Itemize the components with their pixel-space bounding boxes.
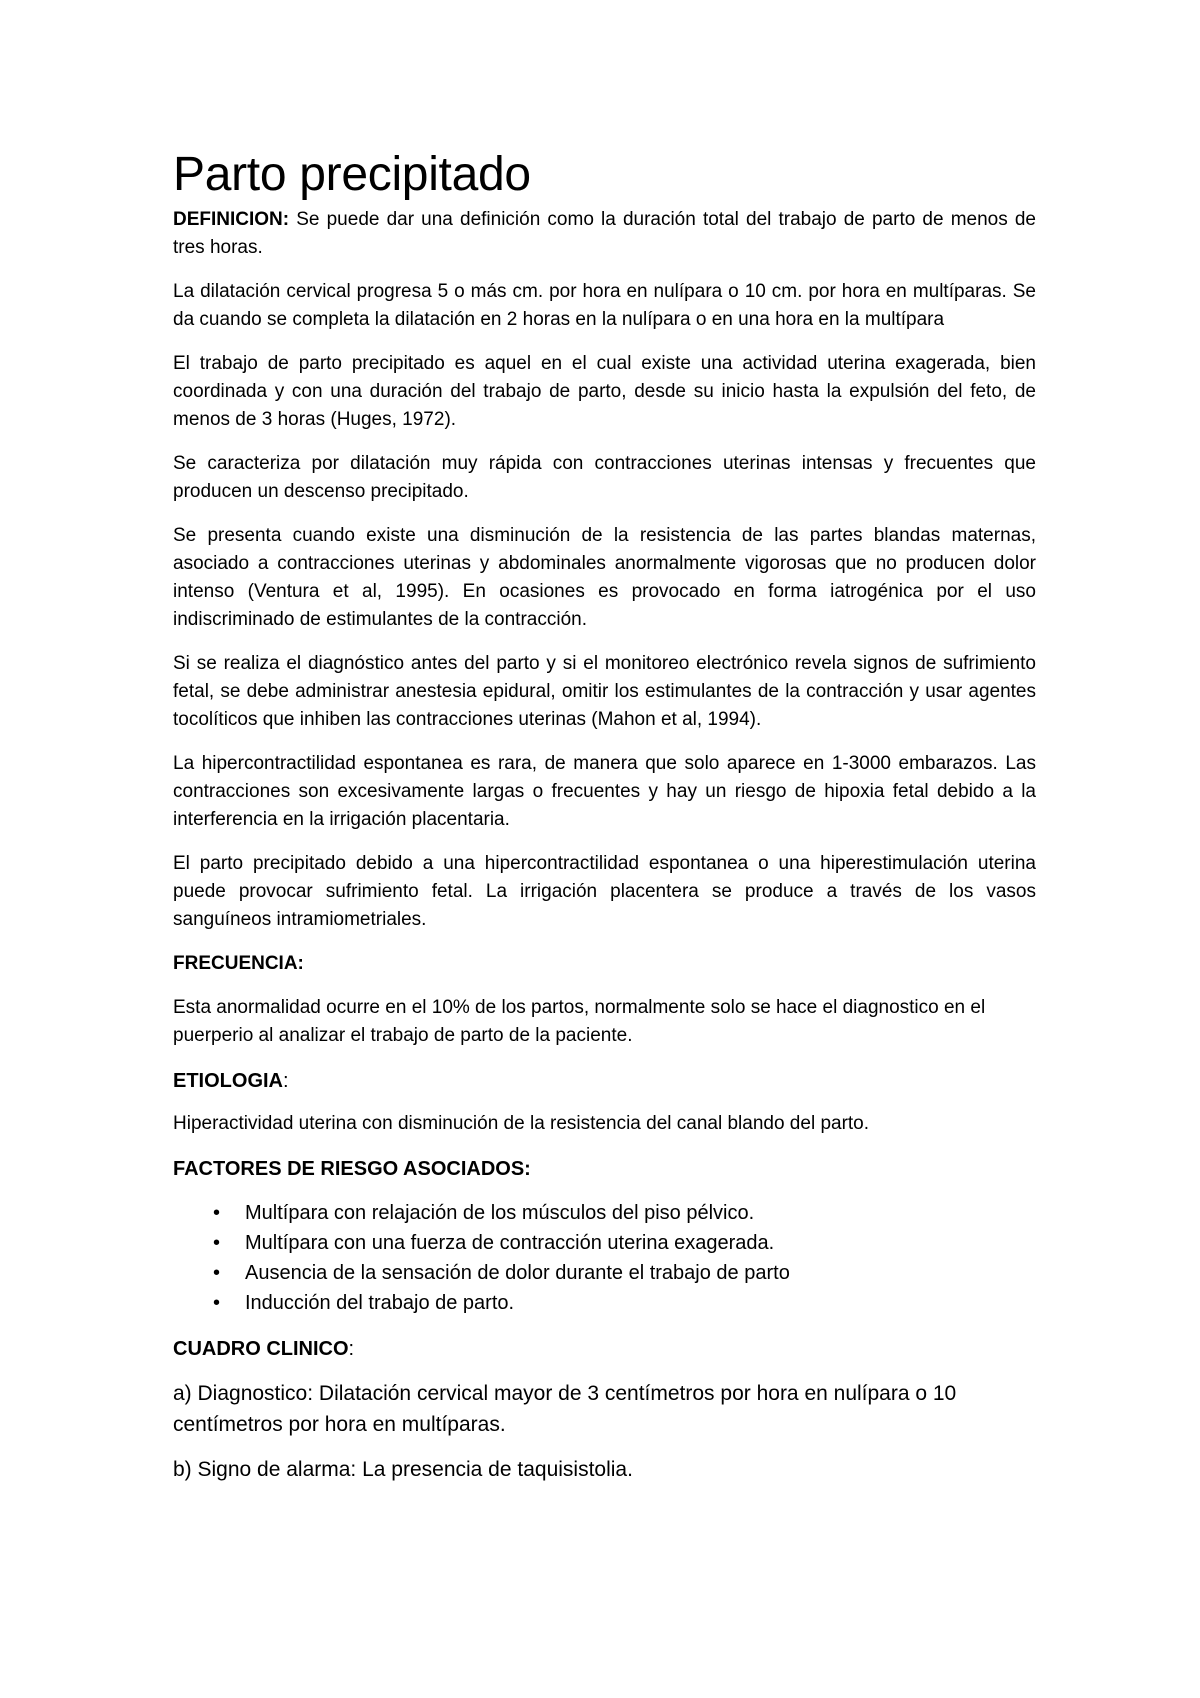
- body-paragraph: El parto precipitado debido a una hipercontractilidad espontanea o una hiperestimulación uterina puede provocar sufrimiento fetal. La irrigación placentera se produce a través de los vasos sanguíneos intramiometriales.: [173, 853, 1036, 930]
- etiologia-colon: :: [283, 1070, 289, 1092]
- bullet-icon: •: [213, 1262, 221, 1284]
- document-page: [173, 148, 1036, 1499]
- etiologia-label: ETIOLOGIA: [173, 1070, 283, 1092]
- body-paragraph: La dilatación cervical progresa 5 o más cm. por hora en nulípara o 10 cm. por hora en multíparas. Se da cuando se completa la dilatación en 2 horas en la nulípara o en una hora en la multípara: [173, 281, 1036, 330]
- definition-label: DEFINICION:: [173, 209, 290, 230]
- list-item: [173, 1288, 1036, 1318]
- list-item: [173, 1228, 1036, 1258]
- body-paragraph: Se presenta cuando existe una disminución de la resistencia de las partes blandas maternas, asociado a contracciones uterinas y abdominales anormalmente vigorosas que no producen dolor intenso (Ventura et al, 1995). En ocasiones es provocado en forma iatrogénica por el uso indiscriminado de estimulantes de la contracción.: [173, 525, 1036, 630]
- cuadro-heading: [173, 1334, 1036, 1364]
- list-item-text: Multípara con una fuerza de contracción uterina exagerada.: [245, 1232, 775, 1254]
- body-paragraph: Se caracteriza por dilatación muy rápida con contracciones uterinas intensas y frecuentes que producen un descenso precipitado.: [173, 453, 1036, 502]
- etiologia-heading: [173, 1066, 1036, 1096]
- cuadro-item: b) Signo de alarma: La presencia de taquisistolia.: [173, 1458, 633, 1481]
- list-item-text: Multípara con relajación de los músculos del piso pélvico.: [245, 1202, 755, 1224]
- list-item: [173, 1258, 1036, 1288]
- factores-heading: [173, 1154, 1036, 1184]
- definition-paragraph: [173, 206, 1036, 262]
- bullet-icon: •: [213, 1232, 221, 1254]
- body-paragraph: Si se realiza el diagnóstico antes del parto y si el monitoreo electrónico revela signos de sufrimiento fetal, se debe administrar anestesia epidural, omitir los estimulantes de la contracción y usar agentes tocolíticos que inhiben las contracciones uterinas (Mahon et al, 1994).: [173, 653, 1036, 730]
- cuadro-item: a) Diagnostico: Dilatación cervical mayor de 3 centímetros por hora en nulípara o 10 centímetros por hora en multíparas.: [173, 1382, 957, 1436]
- frecuencia-text: Esta anormalidad ocurre en el 10% de los partos, normalmente solo se hace el diagnostico en el puerperio al analizar el trabajo de parto de la paciente.: [173, 997, 986, 1046]
- list-item-text: Inducción del trabajo de parto.: [245, 1292, 515, 1314]
- bullet-icon: •: [213, 1292, 221, 1314]
- factores-label: FACTORES DE RIESGO ASOCIADOS:: [173, 1158, 531, 1180]
- body-paragraph: La hipercontractilidad espontanea es rara, de manera que solo aparece en 1-3000 embarazos. Las contracciones son excesivamente largas o frecuentes y hay un riesgo de hipoxia fetal debido a la interferencia en la irrigación placentaria.: [173, 753, 1036, 830]
- list-item: [173, 1198, 1036, 1228]
- list-item-text: Ausencia de la sensación de dolor durante el trabajo de parto: [245, 1262, 790, 1284]
- frecuencia-heading: FRECUENCIA:: [173, 953, 304, 974]
- factores-list: [173, 1198, 1036, 1318]
- cuadro-label: CUADRO CLINICO: [173, 1338, 349, 1360]
- bullet-icon: •: [213, 1202, 221, 1224]
- body-paragraph: El trabajo de parto precipitado es aquel en el cual existe una actividad uterina exagerada, bien coordinada y con una duración del trabajo de parto, desde su inicio hasta la expulsión del feto, de menos de 3 horas (Huges, 1972).: [173, 353, 1036, 430]
- etiologia-text: Hiperactividad uterina con disminución de la resistencia del canal blando del parto.: [173, 1113, 870, 1134]
- cuadro-colon: :: [348, 1338, 355, 1360]
- document-title: Parto precipitado: [173, 148, 531, 201]
- definition-text: Se puede dar una definición como la duración total del trabajo de parto de menos de tres horas.: [173, 209, 1036, 258]
